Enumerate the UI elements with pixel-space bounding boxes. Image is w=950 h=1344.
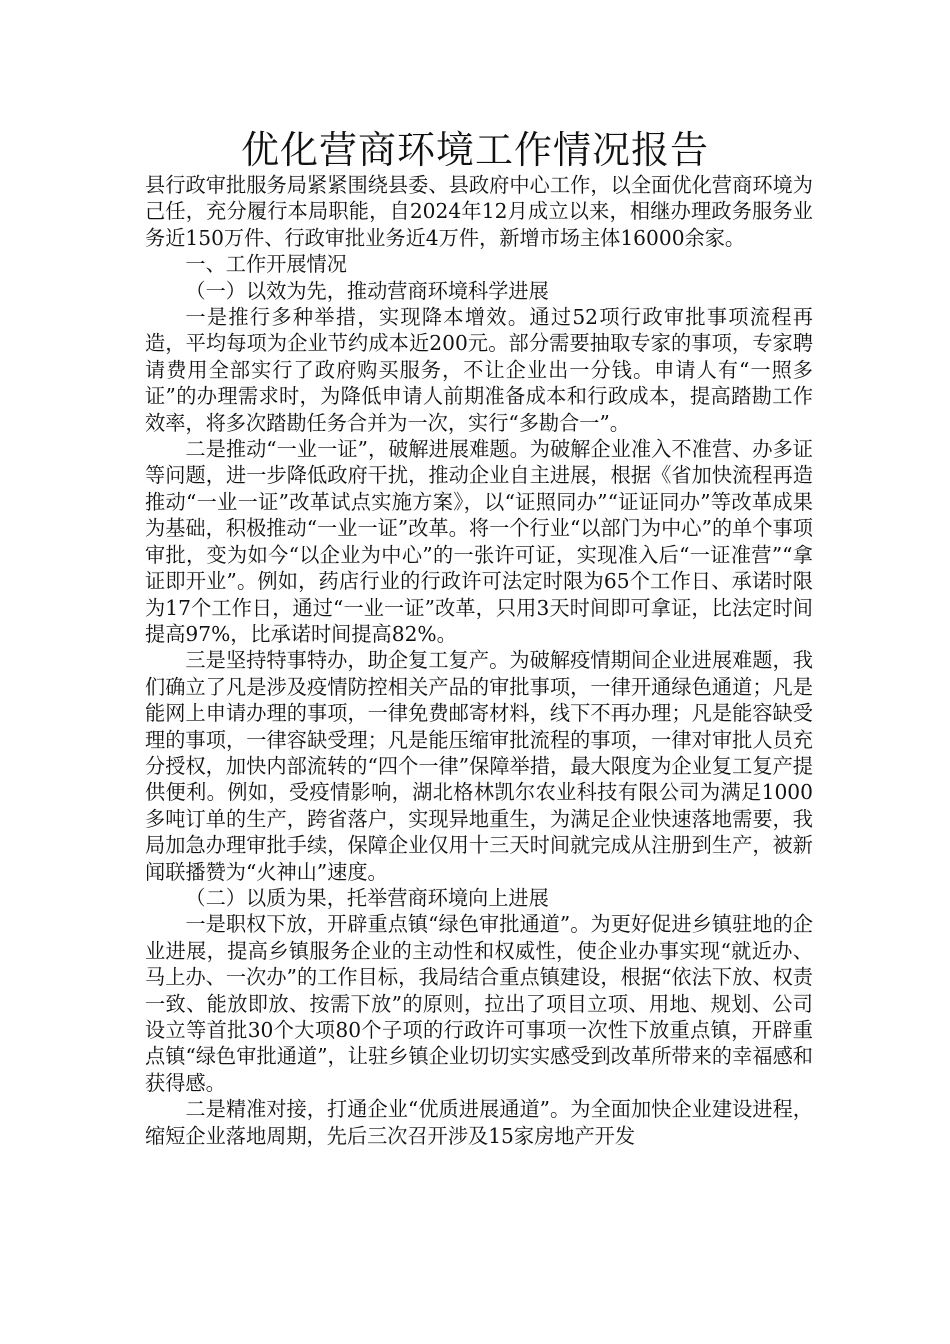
subsection-heading: （一）以效为先，推动营商环境科学进展 [185, 278, 549, 303]
paragraph: 二是精准对接，打通企业“优质进展通道”。为全面加快企业建设进程，缩短企业落地周期，先后三次召开涉及15家房地产开发 [145, 1097, 813, 1148]
document-body [145, 172, 813, 1149]
paragraph: 三是坚持特事特办，助企复工复产。为破解疫情期间企业进展难题，我们确立了凡是涉及疫情防控相关产品的审批事项，一律开通绿色通道；凡是能网上申请办理的事项，一律免费邮寄材料，线下不再办理；凡是能容缺受理的事项，一律容缺受理；凡是能压缩审批流程的事项，一律对审批人员充分授权，加快内部流转的“四个一律”保障举措，最大限度为企业复工复产提供便利。例如，受疫情影响，湖北格林凯尔农业科技有限公司为满足1000多吨订单的生产，跨省落户，实现异地重生，为满足企业快速落地需要，我局加急办理审批手续，保障企业仅用十三天时间就完成从注册到生产，被新闻联播赞为“火神山”速度。 [145, 648, 813, 884]
paragraph: 二是推动“一业一证”，破解进展难题。为破解企业准入不准营、办多证等问题，进一步降低政府干扰，推动企业自主进展，根据《省加快流程再造推动“一业一证”改革试点实施方案》，以“证照同办”“证证同办”等改革成果为基础，积极推动“一业一证”改革。将一个行业“以部门为中心”的单个事项审批，变为如今“以企业为中心”的一张许可证，实现准入后“一证准营”“拿证即开业”。例如，药店行业的行政许可法定时限为65个工作日、承诺时限为17个工作日，通过“一业一证”改革，只用3天时间即可拿证，比法定时间提高97%，比承诺时间提高82%。 [145, 437, 813, 646]
page-title: 优化营商环境工作情况报告 [240, 128, 709, 172]
subsection-heading: （二）以质为果，托举营商环境向上进展 [185, 885, 549, 910]
paragraph: 县行政审批服务局紧紧围绕县委、县政府中心工作，以全面优化营商环境为己任，充分履行本局职能，自2024年12月成立以来，相继办理政务服务业务近150万件、行政审批业务近4万件，新增市场主体16000余家。 [145, 173, 813, 250]
paragraph: 一是推行多种举措，实现降本增效。通过52项行政审批事项流程再造，平均每项为企业节约成本近200元。部分需要抽取专家的事项，专家聘请费用全部实行了政府购买服务，不让企业出一分钱。申请人有“一照多证”的办理需求时，为降低申请人前期准备成本和行政成本，提高踏勘工作效率，将多次踏勘任务合并为一次，实行“多勘合一”。 [145, 305, 813, 435]
paragraph: 一是职权下放，开辟重点镇“绿色审批通道”。为更好促进乡镇驻地的企业进展，提高乡镇服务企业的主动性和权威性，使企业办事实现“就近办、马上办、一次办”的工作目标，我局结合重点镇建设，根据“依法下放、权责一致、能放即放、按需下放”的原则，拉出了项目立项、用地、规划、公司设立等首批30个大项80个子项的行政许可事项一次性下放重点镇，开辟重点镇“绿色审批通道”，让驻乡镇企业切切实实感受到改革所带来的幸福感和获得感。 [145, 912, 813, 1095]
section-heading: 一、工作开展情况 [185, 252, 347, 277]
